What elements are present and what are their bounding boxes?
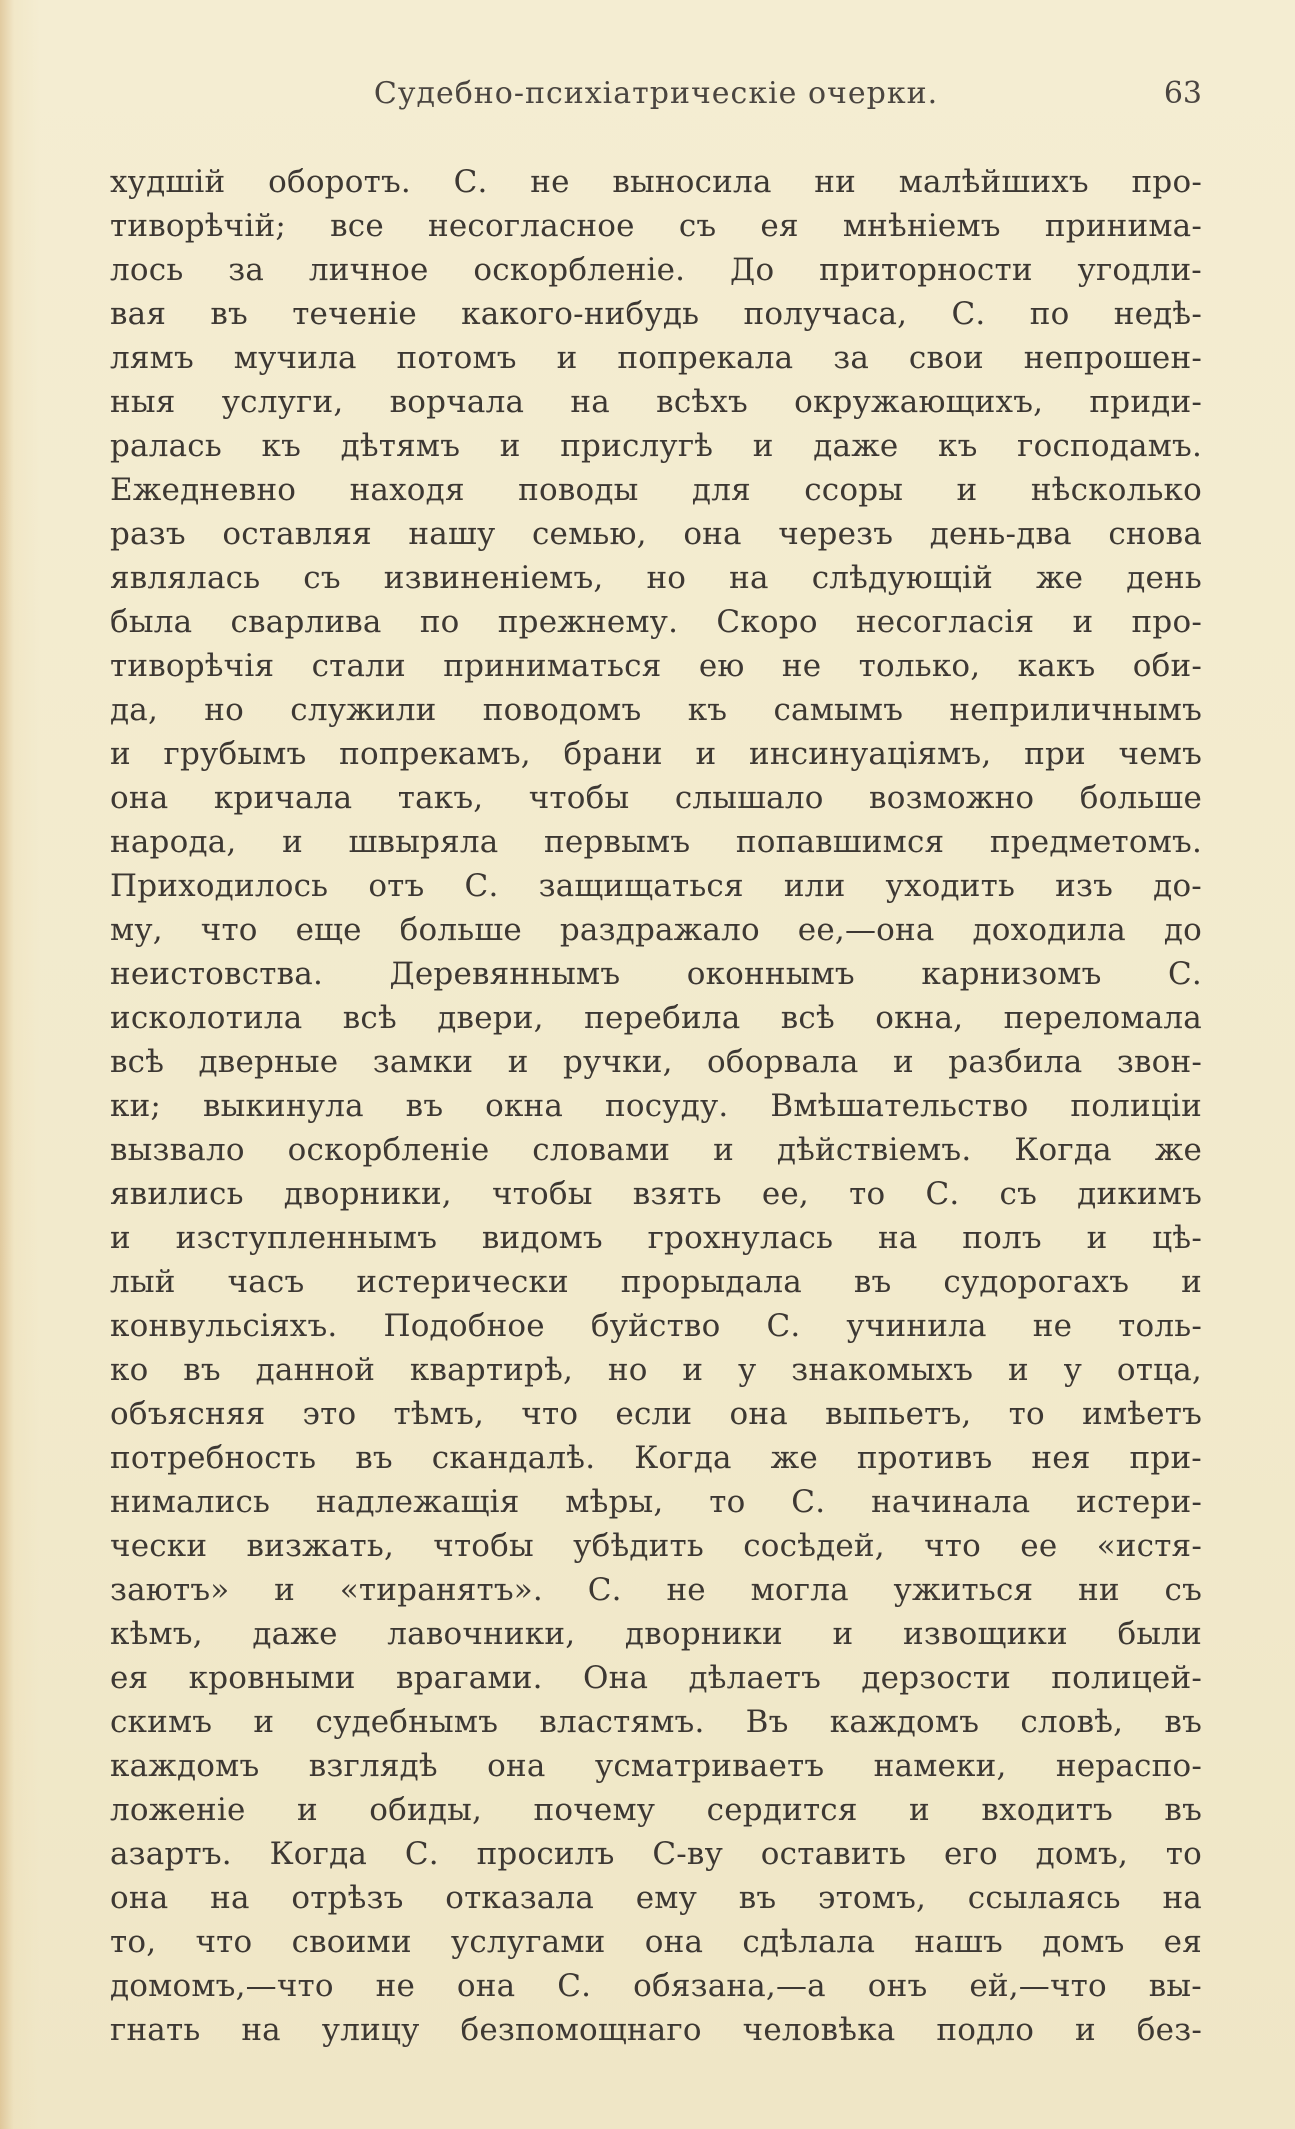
text-line: и грубымъ попрекамъ, брани и инсинуаціямъ, при чемъ (110, 736, 1202, 772)
text-line: вызвало оскорбленіе словами и дѣйствіемъ. Когда же (110, 1132, 1202, 1168)
text-line: тиворѣчій; все несогласное съ ея мнѣніемъ принима- (110, 208, 1202, 244)
text-line: азартъ. Когда С. просилъ С-ву оставить его домъ, то (110, 1836, 1202, 1872)
text-line: чески визжать, чтобы убѣдить сосѣдей, что ее «истя- (110, 1528, 1202, 1564)
text-line: то, что своими услугами она сдѣлала нашъ домъ ея (110, 1924, 1202, 1960)
text-line: разъ оставляя нашу семью, она черезъ день-два снова (110, 516, 1202, 552)
text-line: каждомъ взглядѣ она усматриваетъ намеки, нераспо- (110, 1748, 1202, 1784)
text-line: вая въ теченіе какого-нибудь получаса, С. по недѣ- (110, 296, 1202, 332)
text-line: неистовства. Деревяннымъ оконнымъ карнизомъ С. (110, 956, 1202, 992)
text-line: му, что еще больше раздражало ее,—она доходила до (110, 912, 1202, 948)
text-line: тиворѣчія стали приниматься ею не только, какъ оби- (110, 648, 1202, 684)
text-line: ныя услуги, ворчала на всѣхъ окружающихъ, приди- (110, 384, 1202, 420)
text-line: кѣмъ, даже лавочники, дворники и извощики были (110, 1616, 1202, 1652)
text-line: была сварлива по прежнему. Скоро несогласія и про- (110, 604, 1202, 640)
text-line: лый часъ истерически прорыдала въ судорогахъ и (110, 1264, 1202, 1300)
text-line: Ежедневно находя поводы для ссоры и нѣсколько (110, 472, 1202, 508)
page-header (110, 76, 1202, 120)
text-line: конвульсіяхъ. Подобное буйство С. учинила не толь- (110, 1308, 1202, 1344)
text-line: заютъ» и «тиранятъ». С. не могла ужиться ни съ (110, 1572, 1202, 1608)
text-line: являлась съ извиненіемъ, но на слѣдующій же день (110, 560, 1202, 596)
text-line: народа, и швыряла первымъ попавшимся предметомъ. (110, 824, 1202, 860)
text-line: ея кровными врагами. Она дѣлаетъ дерзости полицей- (110, 1660, 1202, 1696)
text-line: она кричала такъ, чтобы слышало возможно больше (110, 780, 1202, 816)
text-line: Приходилось отъ С. защищаться или уходить изъ до- (110, 868, 1202, 904)
text-line: ралась къ дѣтямъ и прислугѣ и даже къ господамъ. (110, 428, 1202, 464)
text-line: ко въ данной квартирѣ, но и у знакомыхъ и у отца, (110, 1352, 1202, 1388)
text-line: худшій оборотъ. С. не выносила ни малѣйшихъ про- (110, 164, 1202, 200)
text-line: лямъ мучила потомъ и попрекала за свои непрошен- (110, 340, 1202, 376)
running-title: Судебно-психіатрическіе очерки. (373, 76, 939, 111)
text-line: всѣ дверные замки и ручки, оборвала и разбила звон- (110, 1044, 1202, 1080)
text-line: домомъ,—что не она С. обязана,—а онъ ей,—что вы- (110, 1968, 1202, 2004)
text-line: ки; выкинула въ окна посуду. Вмѣшательство полиціи (110, 1088, 1202, 1124)
text-line: скимъ и судебнымъ властямъ. Въ каждомъ словѣ, въ (110, 1704, 1202, 1740)
text-line: нимались надлежащія мѣры, то С. начинала истери- (110, 1484, 1202, 1520)
text-line: да, но служили поводомъ къ самымъ неприличнымъ (110, 692, 1202, 728)
text-line: лось за личное оскорбленіе. До приторности угодли- (110, 252, 1202, 288)
text-line: гнать на улицу безпомощнаго человѣка подло и без- (110, 2012, 1202, 2048)
text-line: потребность въ скандалѣ. Когда же противъ нея при- (110, 1440, 1202, 1476)
text-line: ложеніе и обиды, почему сердится и входитъ въ (110, 1792, 1202, 1828)
text-line: и изступленнымъ видомъ грохнулась на полъ и цѣ- (110, 1220, 1202, 1256)
body-text (110, 160, 1202, 2052)
page-number: 63 (1163, 76, 1202, 111)
text-line: явились дворники, чтобы взять ее, то С. съ дикимъ (110, 1176, 1202, 1212)
text-line: исколотила всѣ двери, перебила всѣ окна, переломала (110, 1000, 1202, 1036)
text-line: объясняя это тѣмъ, что если она выпьетъ, то имѣетъ (110, 1396, 1202, 1432)
text-line: она на отрѣзъ отказала ему въ этомъ, ссылаясь на (110, 1880, 1202, 1916)
